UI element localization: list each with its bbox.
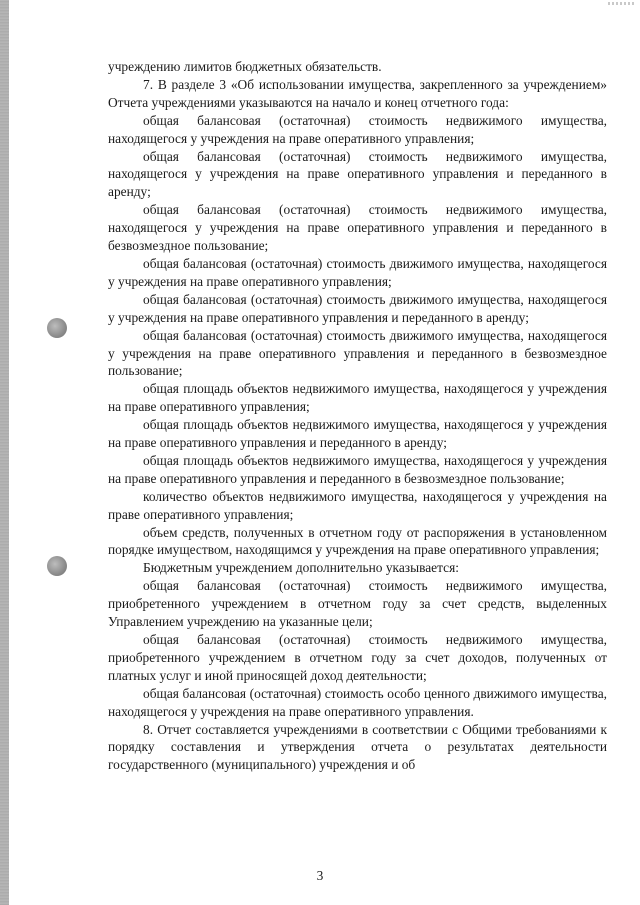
paragraph: 8. Отчет составляется учреждениями в соответствии с Общими требованиями к порядку составления и утверждения отчета о результатах деятельности государственного (муниципального) учреждения и об [108,721,607,773]
paragraph: 7. В разделе 3 «Об использовании имущества, закрепленного за учреждением» Отчета учреждениями указываются на начало и конец отчетного года: [108,76,607,110]
page-number: 3 [316,868,324,883]
paragraph: общая балансовая (остаточная) стоимость недвижимого имущества, находящегося у учреждения на праве оперативного управления; [108,112,607,146]
paragraph: общая балансовая (остаточная) стоимость недвижимого имущества, приобретенного учреждением в отчетном году за счет средств, выделенных Управлением учреждению на указанные цели; [108,578,607,630]
paragraph: объем средств, полученных в отчетном году от распоряжения в установленном порядке имуществом, находящимся у учреждения на праве оперативного управления; [108,524,607,558]
scan-edge-border [0,0,9,905]
paragraph: общая площадь объектов недвижимого имущества, находящегося у учреждения на праве оперативного управления; [108,381,607,415]
paragraph: учреждению лимитов бюджетных обязательств. [108,59,382,74]
paragraph: общая балансовая (остаточная) стоимость движимого имущества, находящегося у учреждения на праве оперативного управления; [108,255,607,289]
paragraph: количество объектов недвижимого имущества, находящегося у учреждения на праве оперативного управления; [108,488,607,522]
paragraph: общая площадь объектов недвижимого имущества, находящегося у учреждения на праве оперативного управления и переданного в аренду; [108,417,607,451]
document-body [108,58,607,774]
paragraph: общая балансовая (остаточная) стоимость движимого имущества, находящегося у учреждения на праве оперативного управления и переданного в аренду; [108,291,607,325]
scan-corner-mark [608,2,634,5]
punch-hole-top [47,318,67,338]
punch-hole-bottom [47,556,67,576]
paragraph: общая площадь объектов недвижимого имущества, находящегося у учреждения на праве оперативного управления и переданного в безвозмездное пользование; [108,452,607,486]
paragraph: общая балансовая (остаточная) стоимость недвижимого имущества, находящегося у учреждения на праве оперативного управления и переданного в безвозмездное пользование; [108,202,607,254]
paragraph: общая балансовая (остаточная) стоимость особо ценного движимого имущества, находящегося у учреждения на праве оперативного управления. [108,685,607,719]
paragraph: общая балансовая (остаточная) стоимость недвижимого имущества, находящегося у учреждения на праве оперативного управления и переданного в аренду; [108,148,607,200]
paragraph: общая балансовая (остаточная) стоимость движимого имущества, находящегося у учреждения на праве оперативного управления и переданного в безвозмездное пользование; [108,327,607,379]
paragraph: Бюджетным учреждением дополнительно указывается: [143,560,459,576]
paragraph: общая балансовая (остаточная) стоимость недвижимого имущества, приобретенного учреждением в отчетном году за счет доходов, полученных от платных услуг и иной приносящей доход деятельности; [108,632,607,683]
